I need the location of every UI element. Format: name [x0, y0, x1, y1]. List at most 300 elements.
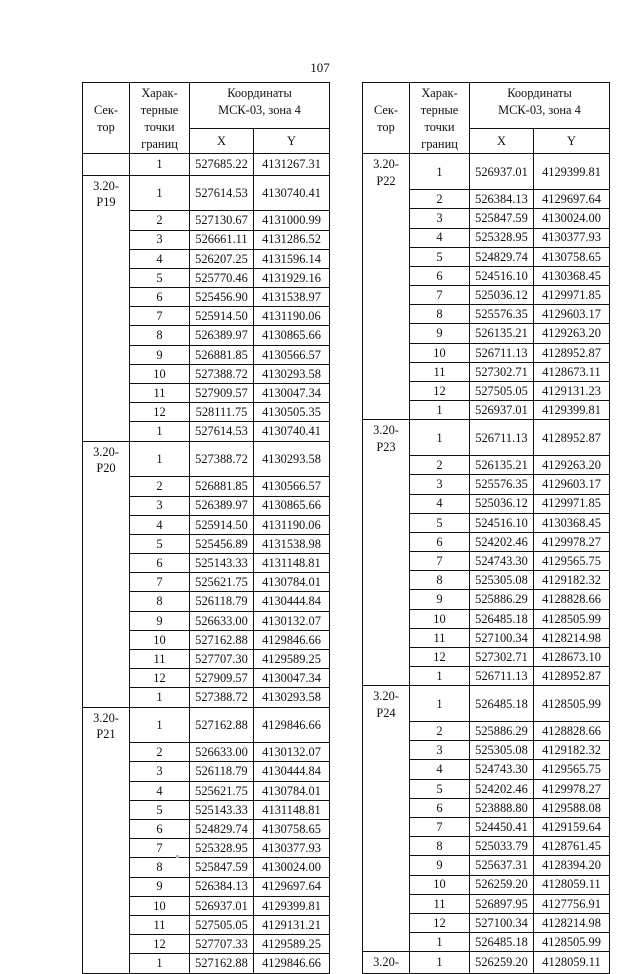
x-coord: 524450.41	[470, 818, 534, 837]
table-row	[363, 779, 610, 798]
y-coord: 4131190.06	[254, 307, 330, 326]
y-coord: 4130784.01	[254, 781, 330, 800]
sector-cell	[363, 722, 410, 741]
point-number: 4	[410, 760, 470, 779]
x-coord: 526118.79	[190, 762, 254, 781]
point-number: 9	[130, 345, 190, 364]
x-coord: 527505.05	[190, 915, 254, 934]
header-x: X	[190, 129, 254, 154]
point-number: 2	[410, 190, 470, 209]
x-coord: 527505.05	[470, 382, 534, 401]
scan-mark	[176, 855, 179, 858]
x-coord: 527707.33	[190, 935, 254, 954]
sector-cell	[363, 513, 410, 532]
sector-cell	[363, 571, 410, 590]
x-coord: 526485.18	[470, 686, 534, 722]
table-row	[363, 818, 610, 837]
y-coord: 4130740.41	[254, 422, 330, 441]
sector-cell	[83, 477, 130, 496]
table-row	[83, 954, 330, 973]
point-number: 1	[130, 688, 190, 707]
sector-cell	[363, 494, 410, 513]
y-coord: 4129603.17	[534, 305, 610, 324]
point-number: 2	[410, 722, 470, 741]
x-coord: 524829.74	[190, 820, 254, 839]
y-coord: 4129182.32	[534, 741, 610, 760]
y-coord: 4130024.00	[534, 209, 610, 228]
sector-label	[83, 154, 130, 175]
x-coord: 526135.21	[470, 324, 534, 343]
sector-cell	[83, 630, 130, 649]
y-coord: 4130444.84	[254, 762, 330, 781]
sector-cell	[83, 650, 130, 669]
sector-cell	[363, 247, 410, 266]
point-number: 9	[410, 590, 470, 609]
table-row	[363, 722, 610, 741]
table-row	[363, 401, 610, 420]
point-number: 10	[410, 343, 470, 362]
y-coord: 4129131.23	[534, 382, 610, 401]
x-coord: 527100.34	[470, 628, 534, 647]
x-coord: 526937.01	[470, 401, 534, 420]
table-row	[83, 573, 330, 592]
table-row	[363, 590, 610, 609]
y-coord: 4128952.87	[534, 420, 610, 456]
sector-label: 3.20- P24	[363, 686, 410, 722]
sector-cell	[83, 268, 130, 287]
sector-cell	[363, 305, 410, 324]
sector-cell	[363, 648, 410, 667]
point-number: 9	[130, 877, 190, 896]
point-number: 10	[130, 630, 190, 649]
table-row	[83, 669, 330, 688]
y-coord: 4129978.27	[534, 532, 610, 551]
table-row	[83, 611, 330, 630]
point-number: 3	[130, 496, 190, 515]
x-coord: 525770.46	[190, 268, 254, 287]
table-row	[363, 228, 610, 247]
header-x: X	[470, 129, 534, 154]
table-row	[363, 686, 610, 722]
y-coord: 4129159.64	[534, 818, 610, 837]
table-row	[363, 913, 610, 932]
x-coord: 527162.88	[190, 954, 254, 973]
coordinates-table-left	[82, 82, 330, 974]
point-number: 8	[130, 326, 190, 345]
sector-cell	[363, 609, 410, 628]
y-coord: 4128505.99	[534, 609, 610, 628]
y-coord: 4128761.45	[534, 837, 610, 856]
sector-label: 3.20- P22	[363, 154, 410, 190]
sector-cell	[83, 954, 130, 973]
x-coord: 526881.85	[190, 477, 254, 496]
sector-cell	[363, 590, 410, 609]
sector-cell	[363, 628, 410, 647]
y-coord: 4129263.20	[534, 456, 610, 475]
y-coord: 4128214.98	[534, 628, 610, 647]
table-row	[363, 209, 610, 228]
header-y: Y	[534, 129, 610, 154]
table-row	[83, 403, 330, 422]
sector-cell	[83, 326, 130, 345]
y-coord: 4130505.35	[254, 403, 330, 422]
point-number: 8	[410, 837, 470, 856]
sector-cell	[83, 762, 130, 781]
point-number: 10	[410, 875, 470, 894]
header-points: Харак- терные точки границ	[130, 83, 190, 154]
point-number: 9	[410, 856, 470, 875]
sector-label: 3.20- P21	[83, 707, 130, 743]
point-number: 5	[410, 247, 470, 266]
table-row	[363, 324, 610, 343]
table-row	[83, 515, 330, 534]
y-coord: 4131000.99	[254, 211, 330, 230]
y-coord: 4130047.34	[254, 669, 330, 688]
header-sector: Сек- тор	[363, 83, 410, 154]
table-row	[363, 552, 610, 571]
y-coord: 4130132.07	[254, 743, 330, 762]
point-number: 8	[130, 592, 190, 611]
table-row	[363, 648, 610, 667]
y-coord: 4128059.11	[534, 875, 610, 894]
y-coord: 4128828.66	[534, 590, 610, 609]
x-coord: 525886.29	[470, 590, 534, 609]
x-coord: 525621.75	[190, 781, 254, 800]
x-coord: 527302.71	[470, 648, 534, 667]
point-number: 12	[130, 935, 190, 954]
table-row	[363, 628, 610, 647]
table-row	[363, 286, 610, 305]
sector-cell	[83, 573, 130, 592]
table-row	[363, 837, 610, 856]
point-number: 1	[410, 933, 470, 952]
table-row	[83, 288, 330, 307]
y-coord: 4129399.81	[254, 896, 330, 915]
table-row	[83, 915, 330, 934]
y-coord: 4130566.57	[254, 477, 330, 496]
sector-cell	[363, 401, 410, 420]
point-number: 6	[130, 288, 190, 307]
x-coord: 526633.00	[190, 611, 254, 630]
y-coord: 4129603.17	[534, 475, 610, 494]
table-row	[83, 592, 330, 611]
y-coord: 4129846.66	[254, 630, 330, 649]
x-coord: 526259.20	[470, 875, 534, 894]
table-row	[83, 688, 330, 707]
point-number: 1	[130, 154, 190, 175]
table-row	[83, 707, 330, 743]
point-number: 12	[410, 382, 470, 401]
y-coord: 4131148.81	[254, 800, 330, 819]
y-coord: 4128952.87	[534, 343, 610, 362]
point-number: 11	[130, 650, 190, 669]
y-coord: 4130865.66	[254, 496, 330, 515]
table-row	[83, 630, 330, 649]
sector-cell	[83, 858, 130, 877]
point-number: 8	[410, 571, 470, 590]
point-number: 5	[130, 268, 190, 287]
sector-cell	[363, 209, 410, 228]
x-coord: 527388.72	[190, 688, 254, 707]
y-coord: 4130740.41	[254, 175, 330, 211]
y-coord: 4128394.20	[534, 856, 610, 875]
point-number: 5	[410, 513, 470, 532]
point-number: 12	[410, 913, 470, 932]
table-row	[83, 896, 330, 915]
point-number: 1	[410, 952, 470, 973]
table-row	[83, 877, 330, 896]
y-coord: 4130566.57	[254, 345, 330, 364]
y-coord: 4127756.91	[534, 894, 610, 913]
point-number: 12	[410, 648, 470, 667]
table-row	[363, 933, 610, 952]
x-coord: 525847.59	[470, 209, 534, 228]
table-row	[363, 513, 610, 532]
y-coord: 4131286.52	[254, 230, 330, 249]
table-row	[363, 362, 610, 381]
sector-cell	[83, 877, 130, 896]
x-coord: 527388.72	[190, 441, 254, 477]
point-number: 3	[410, 741, 470, 760]
point-number: 4	[130, 515, 190, 534]
table-row	[363, 856, 610, 875]
y-coord: 4130758.65	[534, 247, 610, 266]
x-coord: 527130.67	[190, 211, 254, 230]
sector-cell	[363, 760, 410, 779]
y-coord: 4131148.81	[254, 554, 330, 573]
table-row	[363, 609, 610, 628]
x-coord: 526661.11	[190, 230, 254, 249]
x-coord: 526384.13	[190, 877, 254, 896]
table-row	[363, 475, 610, 494]
sector-cell	[363, 933, 410, 952]
x-coord: 526711.13	[470, 667, 534, 686]
table-row	[363, 798, 610, 817]
sector-cell	[363, 913, 410, 932]
sector-cell	[83, 422, 130, 441]
point-number: 6	[130, 554, 190, 573]
y-coord: 4130758.65	[254, 820, 330, 839]
sector-cell	[363, 532, 410, 551]
y-coord: 4130368.45	[534, 266, 610, 285]
sector-cell	[83, 935, 130, 954]
sector-label: 3.20- P20	[83, 441, 130, 477]
y-coord: 4129182.32	[534, 571, 610, 590]
x-coord: 525637.31	[470, 856, 534, 875]
x-coord: 525036.12	[470, 286, 534, 305]
sector-cell	[363, 286, 410, 305]
y-coord: 4129589.25	[254, 935, 330, 954]
x-coord: 525456.89	[190, 534, 254, 553]
point-number: 11	[410, 628, 470, 647]
table-row	[363, 343, 610, 362]
x-coord: 527162.88	[190, 630, 254, 649]
sector-cell	[83, 743, 130, 762]
sector-cell	[83, 307, 130, 326]
y-coord: 4130293.58	[254, 688, 330, 707]
sector-cell	[83, 611, 130, 630]
point-number: 8	[130, 858, 190, 877]
x-coord: 525305.08	[470, 741, 534, 760]
point-number: 2	[130, 477, 190, 496]
sector-cell	[363, 779, 410, 798]
x-coord: 527685.22	[190, 154, 254, 175]
x-coord: 528111.75	[190, 403, 254, 422]
point-number: 7	[410, 286, 470, 305]
sector-cell	[363, 667, 410, 686]
header-coords: Координаты МСК-03, зона 4	[470, 83, 610, 129]
x-coord: 526711.13	[470, 420, 534, 456]
table-row	[363, 875, 610, 894]
sector-cell	[363, 190, 410, 209]
y-coord: 4128214.98	[534, 913, 610, 932]
y-coord: 4128828.66	[534, 722, 610, 741]
sector-cell	[83, 403, 130, 422]
sector-cell	[83, 364, 130, 383]
table-row	[363, 760, 610, 779]
point-number: 1	[130, 422, 190, 441]
y-coord: 4129971.85	[534, 286, 610, 305]
sector-cell	[83, 915, 130, 934]
sector-cell	[83, 211, 130, 230]
y-coord: 4129399.81	[534, 154, 610, 190]
x-coord: 523888.80	[470, 798, 534, 817]
table-row	[363, 420, 610, 456]
sector-cell	[83, 345, 130, 364]
point-number: 3	[410, 475, 470, 494]
y-coord: 4131596.14	[254, 249, 330, 268]
sector-cell	[363, 343, 410, 362]
point-number: 1	[410, 420, 470, 456]
point-number: 6	[410, 798, 470, 817]
sector-cell	[83, 384, 130, 403]
point-number: 9	[410, 324, 470, 343]
sector-cell	[83, 839, 130, 858]
point-number: 3	[410, 209, 470, 228]
point-number: 1	[410, 667, 470, 686]
x-coord: 526384.13	[470, 190, 534, 209]
y-coord: 4128952.87	[534, 667, 610, 686]
table-row	[83, 762, 330, 781]
x-coord: 524829.74	[470, 247, 534, 266]
table-row	[83, 496, 330, 515]
x-coord: 525847.59	[190, 858, 254, 877]
point-number: 11	[130, 384, 190, 403]
table-row	[83, 800, 330, 819]
point-number: 11	[130, 915, 190, 934]
sector-cell	[83, 288, 130, 307]
table-row	[83, 326, 330, 345]
header-sector: Сек- тор	[83, 83, 130, 154]
table-row	[363, 571, 610, 590]
point-number: 2	[130, 211, 190, 230]
sector-cell	[83, 669, 130, 688]
table-row	[363, 952, 610, 973]
y-coord: 4129846.66	[254, 954, 330, 973]
x-coord: 527388.72	[190, 364, 254, 383]
table-row	[83, 858, 330, 877]
table-row	[83, 230, 330, 249]
table-row	[83, 820, 330, 839]
sector-cell	[83, 896, 130, 915]
point-number: 1	[410, 401, 470, 420]
table-row	[363, 532, 610, 551]
sector-cell	[83, 534, 130, 553]
y-coord: 4129697.64	[254, 877, 330, 896]
y-coord: 4130293.58	[254, 364, 330, 383]
table-row	[363, 305, 610, 324]
sector-cell	[83, 515, 130, 534]
point-number: 4	[130, 781, 190, 800]
x-coord: 526881.85	[190, 345, 254, 364]
x-coord: 527100.34	[470, 913, 534, 932]
x-coord: 526897.95	[470, 894, 534, 913]
sector-cell	[363, 324, 410, 343]
y-coord: 4129971.85	[534, 494, 610, 513]
x-coord: 525328.95	[190, 839, 254, 858]
sector-cell	[83, 820, 130, 839]
x-coord: 524743.30	[470, 760, 534, 779]
table-row	[363, 894, 610, 913]
y-coord: 4129565.75	[534, 760, 610, 779]
x-coord: 525143.33	[190, 800, 254, 819]
point-number: 1	[130, 707, 190, 743]
table-row	[83, 345, 330, 364]
page-number: 107	[310, 60, 330, 75]
table-header	[363, 83, 610, 154]
point-number: 6	[410, 266, 470, 285]
sector-cell	[363, 382, 410, 401]
sector-label: 3.20- P19	[83, 175, 130, 211]
x-coord: 525036.12	[470, 494, 534, 513]
point-number: 4	[410, 228, 470, 247]
sector-cell	[363, 362, 410, 381]
sector-cell	[363, 552, 410, 571]
x-coord: 526633.00	[190, 743, 254, 762]
sector-cell	[83, 592, 130, 611]
x-coord: 527302.71	[470, 362, 534, 381]
point-number: 1	[130, 175, 190, 211]
point-number: 8	[410, 305, 470, 324]
x-coord: 525033.79	[470, 837, 534, 856]
x-coord: 525914.50	[190, 307, 254, 326]
sector-label: 3.20- P23	[363, 420, 410, 456]
x-coord: 527909.57	[190, 384, 254, 403]
table-row	[83, 307, 330, 326]
x-coord: 524202.46	[470, 779, 534, 798]
point-number: 7	[130, 307, 190, 326]
y-coord: 4129846.66	[254, 707, 330, 743]
table-row	[83, 534, 330, 553]
x-coord: 526259.20	[470, 952, 534, 973]
x-coord: 525576.35	[470, 305, 534, 324]
x-coord: 526937.01	[470, 154, 534, 190]
y-coord: 4130377.93	[254, 839, 330, 858]
sector-cell	[83, 781, 130, 800]
table-row	[83, 781, 330, 800]
x-coord: 526389.97	[190, 496, 254, 515]
table-row	[83, 154, 330, 175]
y-coord: 4129131.21	[254, 915, 330, 934]
point-number: 12	[130, 403, 190, 422]
x-coord: 524202.46	[470, 532, 534, 551]
y-coord: 4131538.98	[254, 534, 330, 553]
x-coord: 525456.90	[190, 288, 254, 307]
point-number: 1	[410, 686, 470, 722]
x-coord: 524516.10	[470, 266, 534, 285]
point-number: 7	[410, 552, 470, 571]
x-coord: 525886.29	[470, 722, 534, 741]
